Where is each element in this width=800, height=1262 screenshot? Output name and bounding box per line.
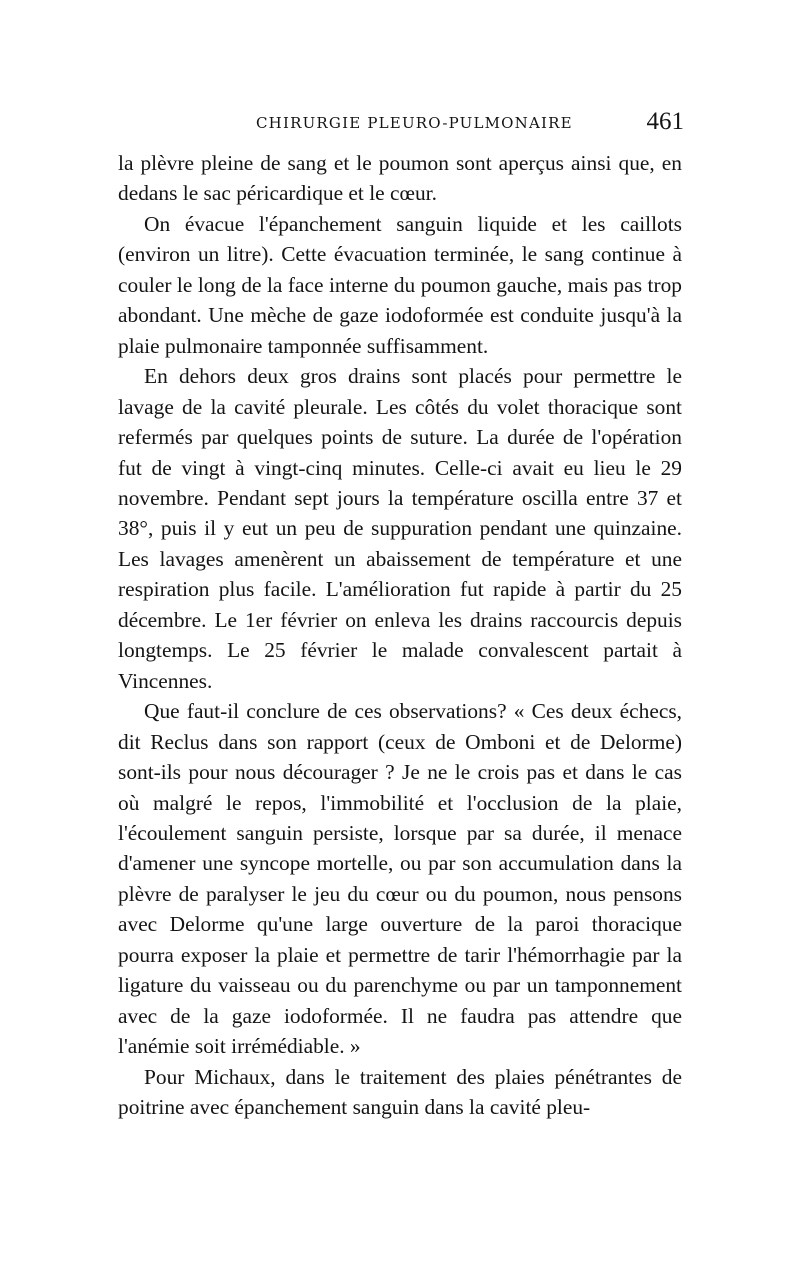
body-text [118, 148, 682, 1123]
running-title: CHIRURGIE PLEURO-PULMONAIRE [256, 114, 573, 132]
paragraph: On évacue l'épanchement sanguin liquide et les caillots (environ un litre). Cette évacuation terminée, le sang continue à couler le long de la face interne du poumon gauche, mais pas trop abondant. Une mèche de gaze iodoformée est conduite jusqu'à la plaie pulmonaire tamponnée suffisamment. [118, 211, 682, 358]
paragraph: En dehors deux gros drains sont placés pour permettre le lavage de la cavité pleurale. Les côtés du volet thoracique sont refermés par quelques points de suture. La durée de l'opération fut de vingt à vingt-cinq minutes. Celle-ci avait eu lieu le 29 novembre. Pendant sept jours la température oscilla entre 37 et 38°, puis il y eut un peu de suppuration pendant une quinzaine. Les lavages amenèrent un abaissement de température et une respiration plus facile. L'amélioration fut rapide à partir du 25 décembre. Le 1er février on enleva les drains raccourcis depuis longtemps. Le 25 février le malade convalescent partait à Vincennes. [118, 364, 682, 693]
paragraph: Que faut-il conclure de ces observations? « Ces deux échecs, dit Reclus dans son rapport (ceux de Omboni et de Delorme) sont-ils pour nous décourager ? Je ne le crois pas et dans le cas où malgré le repos, l'immobilité et l'occlusion de la plaie, l'écoulement sanguin persiste, lorsque par sa durée, il menace d'amener une syncope mortelle, ou par son accumulation dans la plèvre de paralyser le jeu du cœur ou du poumon, nous pensons avec Delorme qu'une large ouverture de la paroi thoracique pourra exposer la plaie et permettre de tarir l'hémorrhagie par la ligature du vaisseau ou du parenchyme ou par un tamponnement avec de la gaze iodoformée. Il ne faudra pas attendre que l'anémie soit irrémédiable. » [118, 699, 682, 1059]
page-number: 461 [646, 108, 684, 135]
paragraph: Pour Michaux, dans le traitement des plaies pénétrantes de poitrine avec épanchement sanguin dans la cavité pleu- [118, 1064, 682, 1120]
page-header [118, 108, 684, 148]
paragraph-continuation: la plèvre pleine de sang et le poumon sont aperçus ainsi que, en dedans le sac péricardique et le cœur. [118, 151, 682, 206]
